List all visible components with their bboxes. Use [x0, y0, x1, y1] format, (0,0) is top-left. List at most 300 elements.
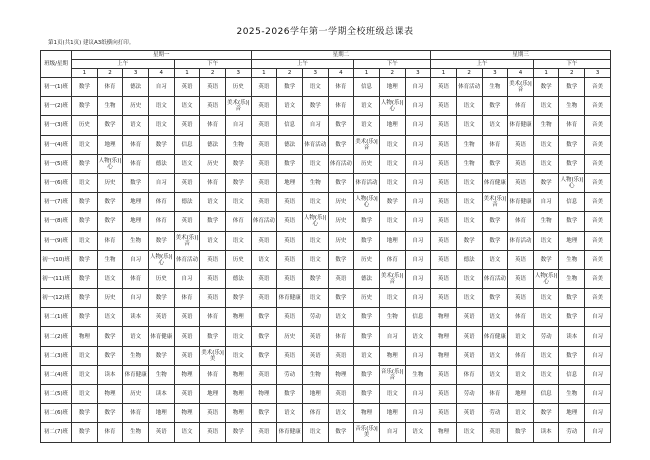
course-cell: 生物 — [379, 308, 405, 327]
period-header: 4 — [148, 69, 174, 78]
course-cell: 生物 — [97, 250, 123, 269]
course-cell: 体育 — [225, 212, 251, 231]
course-cell: 体育 — [302, 404, 328, 423]
course-cell: 历史 — [328, 231, 354, 250]
course-cell: 物理 — [72, 327, 98, 346]
course-cell: 语文 — [251, 250, 277, 269]
course-cell: 自习 — [585, 365, 611, 384]
course-cell: 人物(乐)|心 — [354, 193, 380, 212]
course-cell: 音美 — [585, 173, 611, 192]
course-cell: 音美 — [585, 231, 611, 250]
course-cell: 自习 — [405, 193, 431, 212]
table-row — [41, 365, 611, 384]
course-cell: 语文 — [174, 154, 200, 173]
course-cell: 体育活动 — [174, 250, 200, 269]
course-cell: 语文 — [302, 193, 328, 212]
course-cell: 数学 — [302, 97, 328, 116]
table-row — [41, 154, 611, 173]
course-cell: 信息 — [354, 78, 380, 97]
course-cell: 语文 — [405, 423, 431, 442]
course-cell: 自习 — [379, 423, 405, 442]
course-cell: 数学 — [277, 154, 303, 173]
course-cell: 语文 — [482, 308, 508, 327]
course-cell: 英语 — [508, 250, 534, 269]
course-cell: 体育 — [508, 308, 534, 327]
course-cell: 体育 — [200, 365, 226, 384]
course-cell: 人物(乐)|心 — [379, 97, 405, 116]
course-cell: 英语 — [200, 269, 226, 288]
table-row — [41, 212, 611, 231]
course-cell: 数学 — [559, 154, 585, 173]
course-cell: 语文 — [354, 346, 380, 365]
course-cell: 生物 — [302, 173, 328, 192]
course-cell: 英语 — [431, 154, 457, 173]
course-cell: 自习 — [585, 327, 611, 346]
period-header: 1 — [72, 69, 98, 78]
period-header: 3 — [225, 69, 251, 78]
course-cell: 数学 — [148, 135, 174, 154]
course-cell: 数学 — [328, 116, 354, 135]
course-cell: 物理 — [225, 385, 251, 404]
course-cell: 英语 — [277, 231, 303, 250]
table-row — [41, 269, 611, 288]
period-header: 3 — [123, 69, 149, 78]
class-name-cell: 初二(3)班 — [41, 346, 72, 365]
course-cell: 语文 — [174, 97, 200, 116]
course-cell: 数学 — [251, 308, 277, 327]
course-cell: 英语 — [251, 154, 277, 173]
course-cell: 音美 — [585, 97, 611, 116]
course-cell: 英语 — [508, 269, 534, 288]
course-cell: 地理 — [277, 173, 303, 192]
course-cell: 体育健康 — [482, 327, 508, 346]
course-cell: 数学 — [559, 308, 585, 327]
course-cell: 地理 — [559, 231, 585, 250]
table-row — [41, 289, 611, 308]
course-cell: 英语 — [431, 78, 457, 97]
period-header: 4 — [328, 69, 354, 78]
course-cell: 语文 — [482, 365, 508, 384]
course-cell: 英语 — [200, 78, 226, 97]
course-cell: 英语 — [277, 250, 303, 269]
course-cell: 体育活动 — [354, 173, 380, 192]
course-cell: 数学 — [72, 269, 98, 288]
course-cell: 英语 — [328, 346, 354, 365]
course-cell: 英语 — [148, 423, 174, 442]
course-cell: 人物(乐)|心 — [97, 154, 123, 173]
course-cell: 数学 — [72, 78, 98, 97]
course-cell: 生物 — [533, 116, 559, 135]
course-cell: 自习 — [405, 385, 431, 404]
course-cell: 语文 — [72, 173, 98, 192]
course-cell: 体育 — [328, 78, 354, 97]
course-cell: 体育 — [97, 423, 123, 442]
course-cell: 语文 — [277, 404, 303, 423]
course-cell: 语文 — [533, 231, 559, 250]
course-cell: 体育健康 — [508, 116, 534, 135]
course-cell: 数学 — [533, 78, 559, 97]
class-name-cell: 初一(2)班 — [41, 97, 72, 116]
course-cell: 语文 — [225, 346, 251, 365]
course-cell: 数学 — [225, 423, 251, 442]
period-header: 3 — [482, 69, 508, 78]
course-cell: 英语 — [431, 289, 457, 308]
half-header-pm: 下午 — [354, 60, 431, 69]
course-cell: 物理 — [251, 385, 277, 404]
course-cell: 音乐(乐)|音 — [379, 365, 405, 384]
course-cell: 历史 — [97, 289, 123, 308]
course-cell: 音美 — [585, 269, 611, 288]
course-cell: 体育 — [97, 231, 123, 250]
course-cell: 历史 — [225, 250, 251, 269]
course-cell: 数学 — [456, 231, 482, 250]
course-cell: 英语 — [431, 135, 457, 154]
course-cell: 语文 — [533, 97, 559, 116]
course-cell: 体育 — [456, 365, 482, 384]
course-cell: 英语 — [174, 346, 200, 365]
course-cell: 英语 — [174, 78, 200, 97]
course-cell: 语文 — [302, 423, 328, 442]
class-name-cell: 初一(6)班 — [41, 173, 72, 192]
course-cell: 数学 — [72, 212, 98, 231]
course-cell: 数学 — [97, 212, 123, 231]
course-cell: 英语 — [431, 365, 457, 384]
table-row — [41, 308, 611, 327]
course-cell: 语文 — [379, 173, 405, 192]
course-cell: 数学 — [559, 135, 585, 154]
period-header: 2 — [379, 69, 405, 78]
course-cell: 历史 — [354, 289, 380, 308]
class-name-cell: 初一(11)班 — [41, 269, 72, 288]
course-cell: 数学 — [533, 250, 559, 269]
course-cell: 音美 — [585, 212, 611, 231]
course-cell: 自习 — [379, 327, 405, 346]
course-cell: 德法 — [456, 250, 482, 269]
course-cell: 语文 — [97, 269, 123, 288]
course-cell: 地理 — [97, 135, 123, 154]
course-cell: 音美 — [585, 289, 611, 308]
course-cell: 语文 — [456, 212, 482, 231]
course-cell: 人物(乐)|心 — [302, 212, 328, 231]
course-cell: 体育 — [200, 116, 226, 135]
course-cell: 英语 — [277, 193, 303, 212]
course-cell: 语文 — [328, 404, 354, 423]
period-header: 2 — [559, 69, 585, 78]
course-cell: 语文 — [225, 193, 251, 212]
course-cell: 数学 — [328, 135, 354, 154]
course-cell: 读本 — [123, 308, 149, 327]
course-cell: 物理 — [174, 404, 200, 423]
course-cell: 语文 — [72, 346, 98, 365]
course-cell: 语文 — [200, 193, 226, 212]
course-cell: 语文 — [328, 308, 354, 327]
course-cell: 生物 — [559, 269, 585, 288]
course-cell: 英语 — [200, 97, 226, 116]
course-cell: 语文 — [97, 308, 123, 327]
course-cell: 生物 — [225, 135, 251, 154]
course-cell: 英语 — [251, 78, 277, 97]
course-cell: 数学 — [72, 97, 98, 116]
course-cell: 劳动 — [559, 423, 585, 442]
course-cell: 体育健康 — [277, 289, 303, 308]
half-header-am: 上午 — [431, 60, 534, 69]
class-name-cell: 初二(7)班 — [41, 423, 72, 442]
course-cell: 体育 — [559, 116, 585, 135]
course-cell: 劳动 — [456, 385, 482, 404]
course-cell: 体育 — [123, 154, 149, 173]
course-cell: 英语 — [431, 193, 457, 212]
period-header: 1 — [251, 69, 277, 78]
course-cell: 美术(乐)|音 — [174, 231, 200, 250]
course-cell: 语文 — [533, 308, 559, 327]
course-cell: 英语 — [200, 423, 226, 442]
course-cell: 自习 — [585, 385, 611, 404]
course-cell: 数学 — [354, 231, 380, 250]
course-cell: 自习 — [533, 193, 559, 212]
course-cell: 数学 — [277, 78, 303, 97]
course-cell: 英语 — [251, 231, 277, 250]
course-cell: 体育 — [379, 250, 405, 269]
course-cell: 语文 — [456, 116, 482, 135]
course-cell: 语文 — [302, 250, 328, 269]
period-header: 1 — [174, 69, 200, 78]
course-cell: 信息 — [277, 116, 303, 135]
course-cell: 物理 — [225, 404, 251, 423]
class-name-cell: 初二(1)班 — [41, 308, 72, 327]
course-cell: 英语 — [200, 404, 226, 423]
class-name-cell: 初二(2)班 — [41, 327, 72, 346]
table-row — [41, 193, 611, 212]
course-cell: 数学 — [97, 116, 123, 135]
course-cell: 德法 — [200, 135, 226, 154]
course-cell: 数学 — [559, 289, 585, 308]
course-cell: 英语 — [456, 327, 482, 346]
course-cell: 语文 — [533, 135, 559, 154]
class-name-cell: 初一(1)班 — [41, 78, 72, 97]
table-row — [41, 116, 611, 135]
course-cell: 数学 — [328, 173, 354, 192]
course-cell: 劳动 — [277, 365, 303, 384]
course-cell: 数学 — [97, 404, 123, 423]
course-cell: 体育 — [328, 97, 354, 116]
course-cell: 英语 — [431, 116, 457, 135]
course-cell: 英语 — [456, 308, 482, 327]
course-cell: 语文 — [456, 289, 482, 308]
course-cell: 劳动 — [533, 327, 559, 346]
course-cell: 读本 — [148, 385, 174, 404]
course-cell: 体育 — [482, 385, 508, 404]
table-row — [41, 78, 611, 97]
course-cell: 物理 — [225, 308, 251, 327]
course-cell: 语文 — [354, 97, 380, 116]
course-cell: 数学 — [482, 97, 508, 116]
course-cell: 语文 — [174, 423, 200, 442]
half-header-am: 上午 — [251, 60, 354, 69]
course-cell: 生物 — [456, 154, 482, 173]
half-header-pm: 下午 — [533, 60, 610, 69]
course-cell: 英语 — [174, 173, 200, 192]
class-name-cell: 初一(12)班 — [41, 289, 72, 308]
course-cell: 数学 — [533, 173, 559, 192]
course-cell: 音美 — [585, 78, 611, 97]
course-cell: 数学 — [123, 173, 149, 192]
period-header: 1 — [354, 69, 380, 78]
course-cell: 语文 — [72, 135, 98, 154]
course-cell: 自习 — [405, 173, 431, 192]
course-cell: 历史 — [354, 154, 380, 173]
course-cell: 数学 — [482, 154, 508, 173]
course-cell: 语文 — [379, 154, 405, 173]
table-row — [41, 135, 611, 154]
course-cell: 自习 — [174, 269, 200, 288]
course-cell: 劳动 — [482, 404, 508, 423]
table-row — [41, 327, 611, 346]
course-cell: 自习 — [585, 308, 611, 327]
course-cell: 数学 — [72, 308, 98, 327]
course-cell: 语文 — [72, 231, 98, 250]
course-cell: 数学 — [559, 212, 585, 231]
course-cell: 体育健康 — [148, 327, 174, 346]
course-cell: 音美 — [585, 154, 611, 173]
header-row-days — [41, 51, 611, 60]
course-cell: 数学 — [225, 289, 251, 308]
course-cell: 自习 — [405, 269, 431, 288]
course-cell: 英语 — [508, 154, 534, 173]
class-name-cell: 初一(7)班 — [41, 193, 72, 212]
course-cell: 体育 — [328, 327, 354, 346]
course-cell: 体育 — [174, 289, 200, 308]
course-cell: 地理 — [148, 404, 174, 423]
course-cell: 语文 — [72, 385, 98, 404]
course-cell: 语文 — [482, 346, 508, 365]
course-cell: 数学 — [482, 212, 508, 231]
course-cell: 数学 — [72, 154, 98, 173]
header-row-periods — [41, 69, 611, 78]
course-cell: 物理 — [225, 365, 251, 384]
course-cell: 物理 — [174, 365, 200, 384]
course-cell: 数学 — [200, 327, 226, 346]
table-row — [41, 346, 611, 365]
period-header: 2 — [97, 69, 123, 78]
course-cell: 德法 — [354, 269, 380, 288]
course-cell: 体育活动 — [328, 154, 354, 173]
course-cell: 体育活动 — [251, 212, 277, 231]
course-cell: 英语 — [277, 308, 303, 327]
course-cell: 语文 — [354, 116, 380, 135]
course-cell: 数学 — [559, 346, 585, 365]
course-cell: 英语 — [456, 404, 482, 423]
course-cell: 自习 — [148, 78, 174, 97]
course-cell: 语文 — [148, 116, 174, 135]
course-cell: 数学 — [251, 404, 277, 423]
course-cell: 自习 — [405, 97, 431, 116]
course-cell: 体育 — [508, 346, 534, 365]
course-cell: 人物(乐)|心 — [148, 250, 174, 269]
course-cell: 自习 — [123, 289, 149, 308]
course-cell: 信息 — [559, 193, 585, 212]
class-name-cell: 初二(6)班 — [41, 404, 72, 423]
course-cell: 物理 — [431, 327, 457, 346]
course-cell: 语文 — [379, 385, 405, 404]
half-header-am: 上午 — [72, 60, 175, 69]
course-cell: 体育 — [123, 269, 149, 288]
course-cell: 语文 — [482, 250, 508, 269]
header-row-halves — [41, 60, 611, 69]
course-cell: 语文 — [379, 212, 405, 231]
course-cell: 语文 — [456, 423, 482, 442]
course-cell: 读本 — [559, 327, 585, 346]
course-cell: 音美 — [585, 250, 611, 269]
course-cell: 语文 — [533, 346, 559, 365]
course-cell: 地理 — [379, 116, 405, 135]
course-cell: 英语 — [251, 365, 277, 384]
course-cell: 语文 — [456, 97, 482, 116]
course-cell: 自习 — [405, 116, 431, 135]
course-cell: 德法 — [174, 193, 200, 212]
course-cell: 地理 — [508, 385, 534, 404]
course-cell: 数学 — [148, 289, 174, 308]
course-cell: 历史 — [123, 385, 149, 404]
course-cell: 自习 — [225, 116, 251, 135]
course-cell: 语文 — [456, 173, 482, 192]
course-cell: 语文 — [302, 289, 328, 308]
table-row — [41, 423, 611, 442]
course-cell: 历史 — [148, 269, 174, 288]
course-cell: 语文 — [225, 327, 251, 346]
course-cell: 语文 — [302, 78, 328, 97]
course-cell: 英语 — [251, 269, 277, 288]
course-cell: 历史 — [123, 97, 149, 116]
course-cell: 体育活动 — [508, 231, 534, 250]
course-cell: 自习 — [148, 173, 174, 192]
course-cell: 英语 — [251, 289, 277, 308]
course-cell: 数学 — [559, 78, 585, 97]
course-cell: 语文 — [533, 365, 559, 384]
course-cell: 体育活动 — [482, 269, 508, 288]
day-header-tue: 星期二 — [251, 51, 431, 60]
course-cell: 德法 — [123, 78, 149, 97]
day-header-mon: 星期一 — [72, 51, 252, 60]
course-cell: 生物 — [559, 250, 585, 269]
period-header: 3 — [405, 69, 431, 78]
course-cell: 自习 — [405, 154, 431, 173]
course-cell: 自习 — [405, 78, 431, 97]
course-cell: 数学 — [354, 327, 380, 346]
table-row — [41, 385, 611, 404]
course-cell: 生物 — [148, 365, 174, 384]
course-cell: 语文 — [277, 97, 303, 116]
course-cell: 体育健康 — [123, 365, 149, 384]
course-cell: 自习 — [405, 404, 431, 423]
course-cell: 英语 — [431, 212, 457, 231]
class-name-cell: 初一(8)班 — [41, 212, 72, 231]
course-cell: 数学 — [354, 365, 380, 384]
course-cell: 数学 — [328, 289, 354, 308]
course-cell: 数学 — [277, 385, 303, 404]
period-header: 1 — [431, 69, 457, 78]
course-cell: 英语 — [251, 173, 277, 192]
course-cell: 英语 — [482, 423, 508, 442]
course-cell: 英语 — [508, 135, 534, 154]
table-row — [41, 173, 611, 192]
course-cell: 语文 — [379, 289, 405, 308]
course-cell: 历史 — [200, 154, 226, 173]
course-cell: 体育活动 — [302, 135, 328, 154]
period-header: 2 — [277, 69, 303, 78]
course-cell: 地理 — [379, 404, 405, 423]
period-header: 1 — [533, 69, 559, 78]
course-cell: 生物 — [302, 365, 328, 384]
